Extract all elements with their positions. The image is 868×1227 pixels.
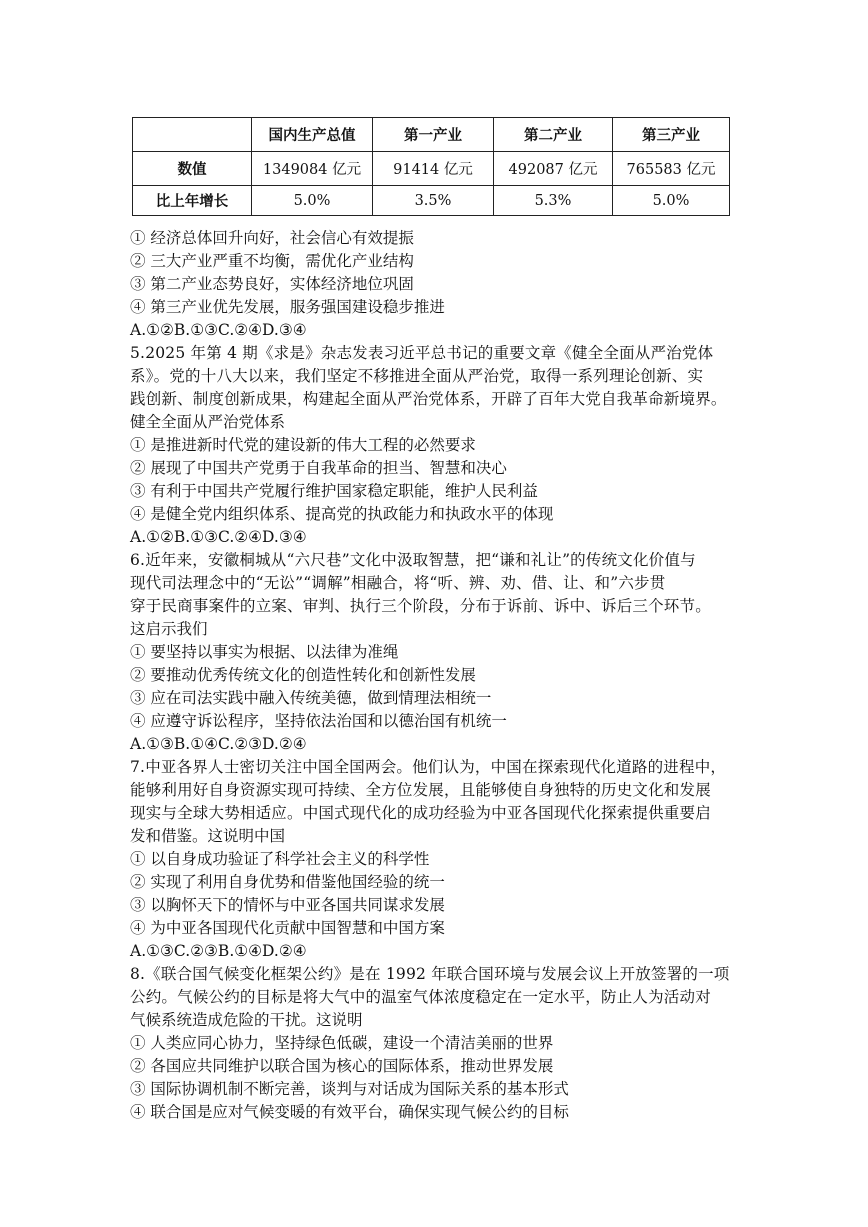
table-header-cell: 第二产业 bbox=[494, 118, 613, 152]
q8-stem-line: 公约。气候公约的目标是将大气中的温室气体浓度稳定在一定水平，防止人为活动对 bbox=[130, 988, 711, 1006]
q7-option-3: ③ 以胸怀天下的情怀与中亚各国共同谋求发展 bbox=[130, 896, 445, 914]
q5-option-2: ② 展现了中国共产党勇于自我革命的担当、智慧和决心 bbox=[130, 459, 507, 477]
q5-option-3: ③ 有利于中国共产党履行维护国家稳定职能，维护人民利益 bbox=[130, 482, 538, 500]
table-header-row bbox=[133, 118, 730, 152]
q5-option-4: ④ 是健全党内组织体系、提高党的执政能力和执政水平的体现 bbox=[130, 505, 554, 523]
q6-stem-line: 现代司法理念中的“无讼”“调解”相融合，将“听、辨、劝、借、让、和”六步贯 bbox=[130, 574, 666, 592]
q4-option-3: ③ 第二产业态势良好，实体经济地位巩固 bbox=[130, 275, 414, 293]
q7-stem-line: 现实与全球大势相适应。中国式现代化的成功经验为中亚各国现代化探索提供重要启 bbox=[130, 804, 711, 822]
q4-choices: A.①②B.①③C.②④D.③④ bbox=[130, 321, 307, 339]
table-cell: 5.0% bbox=[613, 186, 730, 216]
q8-stem-line: 8.《联合国气候变化框架公约》是在 1992 年联合国环境与发展会议上开放签署的一项 bbox=[130, 965, 730, 983]
table-header-cell: 第三产业 bbox=[613, 118, 730, 152]
q8-option-2: ② 各国应共同维护以联合国为核心的国际体系，推动世界发展 bbox=[130, 1057, 554, 1075]
table-row-label: 比上年增长 bbox=[133, 186, 252, 216]
q8-option-1: ① 人类应同心协力，坚持绿色低碳，建设一个清洁美丽的世界 bbox=[130, 1034, 554, 1052]
q5-choices: A.①②B.①③C.②④D.③④ bbox=[130, 528, 307, 546]
table-row-label: 数值 bbox=[133, 152, 252, 186]
q7-stem-line: 发和借鉴。这说明中国 bbox=[130, 827, 286, 845]
table-header-cell: 第一产业 bbox=[373, 118, 494, 152]
table-cell: 492087 亿元 bbox=[494, 152, 613, 186]
table-cell: 91414 亿元 bbox=[373, 152, 494, 186]
q6-option-1: ① 要坚持以事实为根据、以法律为准绳 bbox=[130, 643, 399, 661]
table-cell: 5.3% bbox=[494, 186, 613, 216]
q5-option-1: ① 是推进新时代党的建设新的伟大工程的必然要求 bbox=[130, 436, 476, 454]
q7-stem-line: 能够利用好自身资源实现可持续、全方位发展，且能够使自身独特的历史文化和发展 bbox=[130, 781, 711, 799]
q6-option-2: ② 要推动优秀传统文化的创造性转化和创新性发展 bbox=[130, 666, 476, 684]
q8-option-4: ④ 联合国是应对气候变暖的有效平台，确保实现气候公约的目标 bbox=[130, 1103, 569, 1121]
table-row bbox=[133, 186, 730, 216]
q4-option-1: ① 经济总体回升向好，社会信心有效提振 bbox=[130, 229, 414, 247]
table-header-cell bbox=[133, 118, 252, 152]
q6-choices: A.①③B.①④C.②③D.②④ bbox=[130, 735, 307, 753]
q6-stem-line: 这启示我们 bbox=[130, 620, 208, 638]
q6-stem-line: 6.近年来，安徽桐城从“六尺巷”文化中汲取智慧，把“谦和礼让”的传统文化价值与 bbox=[130, 551, 696, 569]
q8-stem-line: 气候系统造成危险的干扰。这说明 bbox=[130, 1011, 363, 1029]
q5-stem-line: 践创新、制度创新成果，构建起全面从严治党体系，开辟了百年大党自我革命新境界。 bbox=[130, 390, 727, 408]
q7-option-2: ② 实现了利用自身优势和借鉴他国经验的统一 bbox=[130, 873, 445, 891]
table-row bbox=[133, 152, 730, 186]
q6-option-4: ④ 应遵守诉讼程序，坚持依法治国和以德治国有机统一 bbox=[130, 712, 507, 730]
table-cell: 5.0% bbox=[252, 186, 373, 216]
q6-option-3: ③ 应在司法实践中融入传统美德，做到情理法相统一 bbox=[130, 689, 492, 707]
table-header-cell: 国内生产总值 bbox=[252, 118, 373, 152]
q5-stem-line: 系》。党的十八大以来，我们坚定不移推进全面从严治党，取得一系列理论创新、实 bbox=[130, 367, 704, 385]
table-cell: 1349084 亿元 bbox=[252, 152, 373, 186]
q5-stem-line: 健全全面从严治党体系 bbox=[130, 413, 286, 431]
q4-option-4: ④ 第三产业优先发展，服务强国建设稳步推进 bbox=[130, 298, 445, 316]
q7-option-1: ① 以自身成功验证了科学社会主义的科学性 bbox=[130, 850, 430, 868]
q7-option-4: ④ 为中亚各国现代化贡献中国智慧和中国方案 bbox=[130, 919, 445, 937]
q8-option-3: ③ 国际协调机制不断完善，谈判与对话成为国际关系的基本形式 bbox=[130, 1080, 569, 1098]
q5-stem-line: 5.2025 年第 4 期《求是》杂志发表习近平总书记的重要文章《健全全面从严治党体 bbox=[130, 344, 714, 362]
q6-stem-line: 穿于民商事案件的立案、审判、执行三个阶段，分布于诉前、诉中、诉后三个环节。 bbox=[130, 597, 711, 615]
table-cell: 3.5% bbox=[373, 186, 494, 216]
q4-option-2: ② 三大产业严重不均衡，需优化产业结构 bbox=[130, 252, 414, 270]
economy-stats-table bbox=[132, 117, 730, 216]
table-cell: 765583 亿元 bbox=[613, 152, 730, 186]
q7-stem-line: 7.中亚各界人士密切关注中国全国两会。他们认为，中国在探索现代化道路的进程中， bbox=[130, 758, 727, 776]
q7-choices: A.①③C.②③B.①④D.②④ bbox=[130, 942, 307, 960]
